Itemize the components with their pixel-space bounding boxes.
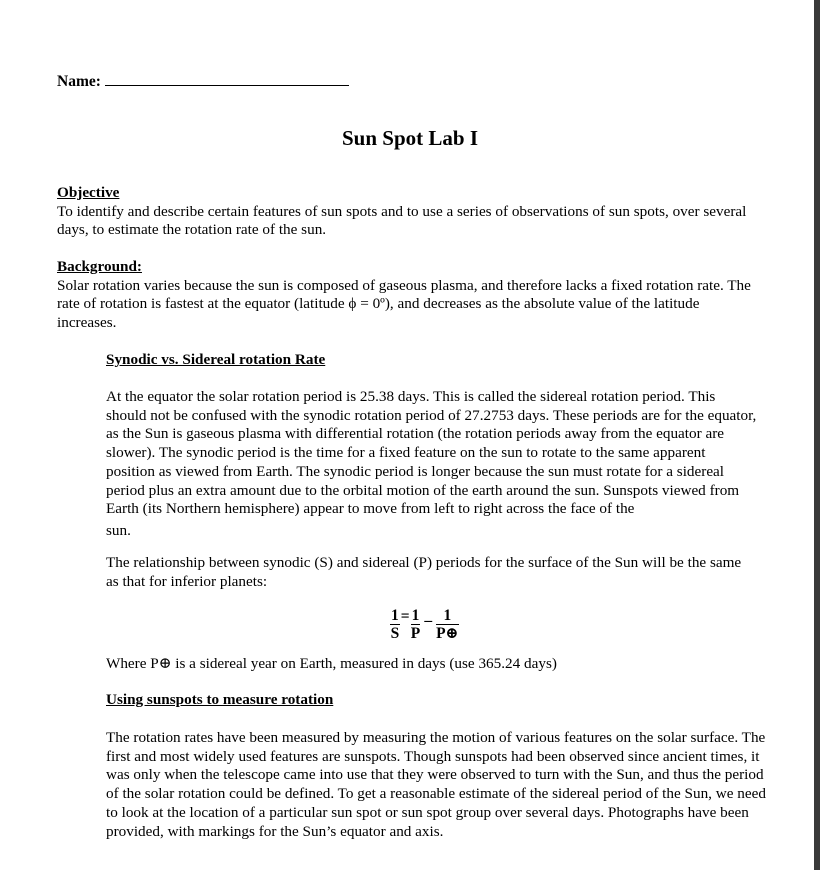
using-heading: Using sunspots to measure rotation — [106, 691, 334, 708]
period-formula — [390, 607, 459, 642]
name-label: Name: — [57, 73, 101, 90]
synodic-heading: Synodic vs. Sidereal rotation Rate — [106, 351, 326, 368]
where-line — [106, 655, 766, 674]
name-blank-line — [105, 71, 349, 86]
background-heading: Background: — [57, 258, 142, 275]
fraction-1-over-pearth — [436, 607, 458, 642]
objective-text: To identify and describe certain features of sun spots and to use a series of observations of sun spots, over several days, to estimate the rotation rate of the sun. — [57, 202, 747, 239]
formula-minus: _ — [424, 606, 433, 624]
where-text: Where P⊕ is a sidereal year on Earth, measured in days (use 365.24 days) — [106, 655, 557, 672]
synodic-text-end: sun. — [106, 521, 131, 539]
page-title: Sun Spot Lab I — [342, 126, 478, 150]
formula-num-1: 1 — [391, 607, 399, 624]
relationship-text: The relationship between synodic (S) and sidereal (P) periods for the surface of the Sun will be the same as that for inferior planets: — [106, 554, 742, 590]
synodic-heading-block — [106, 351, 406, 370]
name-field — [57, 71, 349, 91]
objective-heading: Objective — [57, 184, 120, 201]
synodic-paragraph — [106, 388, 758, 541]
using-heading-block — [106, 691, 406, 710]
formula-num-2: 1 — [411, 607, 420, 624]
using-text: The rotation rates have been measured by measuring the motion of various features on the solar surface. The first and most widely used features are sunspots. Though sunspots had been observed since ancient times, it was only when the telescope came into use that they were observed to turn with the Sun, and thus the period of the solar rotation could be defined. To get a reasonable estimate of the sidereal period of the Sun, we need to look at the location of a particular sun spot or sun spot group over several days. Photographs have been provided, with markings for the Sun’s equator and axis. — [106, 729, 766, 840]
formula-den-p: P — [410, 625, 421, 642]
relationship-paragraph — [106, 554, 756, 591]
fraction-1-over-s — [390, 607, 400, 642]
objective-section — [57, 184, 747, 240]
background-section — [57, 258, 752, 333]
background-text: Solar rotation varies because the sun is composed of gaseous plasma, and therefore lacks a fixed rotation rate. The rate of rotation is fastest at the equator (latitude ϕ = 0º), and decreases as the absolute value of the latitude increases. — [57, 276, 751, 332]
using-paragraph — [106, 729, 766, 841]
fraction-1-over-p — [411, 607, 421, 642]
formula-den-s: S — [390, 625, 400, 642]
formula-den-pearth: P⊕ — [436, 625, 459, 642]
formula-equals: = — [400, 607, 410, 625]
formula-num-3: 1 — [436, 607, 458, 625]
synodic-text: At the equator the solar rotation period is 25.38 days. This is called the sidereal rotation period. This should not be confused with the synodic rotation period of 27.2753 days. These periods are for the equator, as the Sun is gaseous plasma with differential rotation (the rotation periods away from the equator are slower). The synodic period is the time for a fixed feature on the sun to rotate to the same apparent position as viewed from Earth. The synodic period is longer because the sun must rotate for a sidereal period plus an extra amount due to the orbital motion of the earth around the sun. Sunspots viewed from Earth (its Northern hemisphere) appear to move from left to right across the face of the — [106, 388, 757, 518]
